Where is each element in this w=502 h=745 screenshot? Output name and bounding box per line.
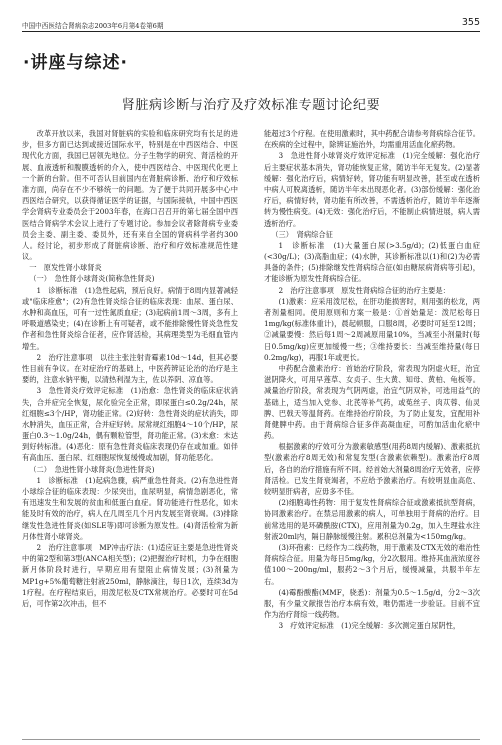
subsection-heading: （三） 肾病综合征: [271, 229, 333, 239]
journal-line: 中国中西医结合肾病杂志2003年6月第4卷第6期: [22, 22, 164, 30]
subsection-heading: （二） 急进性肾小球肾炎(急进性肾炎): [29, 464, 155, 474]
section-title: ·讲座与综述·: [23, 53, 128, 73]
right-column: [264, 128, 480, 740]
paragraph: 2 治疗注意事项 以往主张注射青霉素10d～14d，但其必要性目前有争议。在对症治疗的基础上，中医药辨证论治的治疗是主要的，注意水钠平衡，以清热利湿为主，佐以养阴、凉血等。: [22, 352, 238, 385]
paragraph: (2)细胞毒性药物：用于复发性肾病综合征或激素抵抗型肾病，协同激素治疗。在禁忌用激素的病人，可单独用于肾病的治疗。目前常选用的是环磷酰胺(CTX)，应用剂量为0.2g，加入生理盐水注射液20ml内，隔日静脉缓慢注射。累积总剂量为<150mg/kg。: [264, 498, 480, 541]
paragraph: 1 诊断标准 (1)急性起病，预后良好。病情于8周内显著减轻或"临床痊愈"；(2)有急性肾炎综合征的临床表现：血尿、蛋白尿、水肿和高血压，可有一过性氮质血症；(3)起病前1周～3周，多有上呼吸道感染史；(4)在诊断上有可疑者，或不能排除慢性肾炎急性发作者和急性肾炎综合征者，应作肾活检，其病理类型为毛细血管内增生。: [22, 285, 238, 351]
paragraph: 能超过3个疗程。在使用激素时，其中药配合请参考肾病综合征节。在疾病的全过程中，除辨证施治外，均需重用活血化瘀药物。: [264, 129, 480, 150]
journal-header: [22, 17, 480, 32]
paragraph: (3)环孢素：已经作为二线药物，用于激素及CTX无效的难治性肾病综合征。用量为每日5mg/kg，分2次服用。维持其血液浓度谷值100～200ng/ml，服药2～3个月后，缓慢减量，共服半年左右。: [264, 542, 480, 586]
paragraph: 1 诊断标准 (1)起病急骤，病严重急性肾炎。(2)有急进性肾小球综合征的临床表现：少尿突出，血尿明显，病情急剧恶化，常有迅速发生和发展的贫血和低蛋白血症。肾功能进行性恶化，如未能及时有效的治疗，病人在几周至几个月内发展至肾衰竭。(3)排除继发性急进性肾炎(如SLE等)即可诊断为原发性。(4)肾活检常为新月体性肾小球肾炎。: [22, 475, 238, 541]
subsection-heading: （一） 急性肾小球肾炎(简称急性肾炎): [29, 274, 155, 284]
article-title: 肾脏病诊断与治疗及疗效标准专题讨论纪要: [121, 98, 381, 113]
paragraph: 2 治疗注意事项 MP冲击疗法：(1)适应证主要是急进性肾炎中的第2型和第3型(ANCA相关型)；(2)把握治疗时机，力争在细胞新月体阶段时进行，早期应用有望阻止病情发展；(3)剂量为MP1g+5%葡萄糖注射液250ml，静脉滴注，每日1次，连续3d为1疗程。在疗程结束后，用泼尼松及CTX常规治疗。必要时可在5d后，可作第2次冲击，但不: [22, 542, 238, 608]
section-heading: 一 原发性肾小球肾炎: [29, 263, 102, 273]
paragraph: 中药配合激素治疗：首始治疗阶段，常表现为阴虚火旺，治宜滋阴降火，可用早莲草、女贞子、生大黄、知母、黄柏、龟板等。减量治疗阶段，常表现为气阴两虚，治宜气阴双补，可选用益气的基础上，适当加入党参、北芪等补气药，或菟丝子、肉苁蓉、仙灵脾、巴戟天等温肾药。在维持治疗阶段，为了防止复发，宜配用补肾健脾中药。由于肾病综合征多伴高凝血症，可酌加活血化瘀中药。: [264, 363, 480, 441]
paragraph: (1)激素：应采用泼尼松，在肝功能损害时，则用强的松龙，两者剂量相同。使用原则和方案一般是：①首始量足：泼尼松每日1mg/kg(标准体重计)，晨起顿服，口服8周，必要时可延至12周；②减量要慢：然后每1周～2周减原用量10%，当减至小剂量时(每日0.5mg/kg)应更加缓慢一些；③维持要长：当减至维持量(每日0.2mg/kg)，再服1年或更长。: [264, 296, 480, 362]
paragraph: 1 诊断标准 (1)大量蛋白尿(>3.5g/d)；(2)低蛋白血症(<30g/L)；(3)高脂血症；(4)水肿，其诊断标准以(1)和(2)为必需具备的条件；(5)排除继发性肾病综合征(如由糖尿病肾病等引起)，才能诊断为原发性肾病综合征。: [264, 240, 480, 284]
paragraph: 改革开放以来，我国对肾脏病的实验和临床研究均有长足的进步，但多方面已达到或接近国际水平，特别是在中西医结合、中医现代化方面，我国已居领先地位。分子生物学的研究、肾活检的开展、血液透析和腹膜透析的介入，使中西医结合、中医现代化更上一个新的台阶。但不可否认目前国内在肾脏病诊断、治疗和疗效标准方面，尚存在不少不够统一的问题。为了便于共同开展多中心中西医结合研究，以获得循证医学的证据，与国际接轨，中国中西医学会肾病专业委员会于2003年春，在海口召召开的第七届全国中西医结合肾病学术会议上进行了专题讨论。参加会议者除肾病专业委员会主委、副主委、委员外，还有来自全国的肾病科学者约300人。经讨论，初步形成了肾脏病诊断、治疗和疗效标准规范性建议。: [22, 129, 238, 262]
paragraph: (4)霉酚酸酯(MMF，骁悉)：剂量为0.5～1.5g/d，分2～3次服，有少量文献报告治疗本病有效，唯仍需进一步验证。目前不宜作为治疗肾综一线药物。: [264, 587, 480, 620]
page-number: 355: [461, 17, 480, 28]
paragraph: 3 疗效评定标准 (1)完全缓解：多次测定蛋白尿阴性，: [278, 621, 461, 631]
bottom-rule: [22, 739, 480, 740]
paragraph: 2 治疗注意事项 原发性肾病综合征的治疗主要是：: [278, 285, 450, 295]
left-column: [22, 128, 238, 740]
paragraph: 根据激素的疗效可分为激素敏感型(用药8周内缓解)、激素抵抗型(激素治疗8周无效)和常复发型(含激素依赖型)。激素治疗8周后，各自的治疗措施有所不同。经首始大剂量8周治疗无效者，应停肾活检。已发生肾衰竭者，不应给予激素治疗。有较明显血高危、较明显肝病者，应毋多不佳。: [264, 442, 480, 496]
paragraph: 3 急性肾炎疗效评定标准 (1)治愈：急性肾炎的临床症状消失，合并症完全恢复，尿化验完全正常，即尿蛋白≤0.2g/24h，尿红细胞≤3个/HP，肾功能正常。(2)好转：急性肾炎的症状消失，即水肿消失，血压正常，合并症好转。尿常规红细胞4～10个/HP，尿蛋白0.3～1.0g/24h，偶有颗粒管型，肾功能正常。(3)未愈：未达到好转标准。(4)恶化：原有急性肾炎临床表现仍存在或加重。如伴有高血压、蛋白尿、红细胞尿恢复缓慢或加剧，肾功能恶化。: [22, 386, 238, 463]
paragraph: 3 急进性肾小球肾炎疗效评定标准 (1)完全缓解：强化治疗后主要症状基本消失，肾功能恢复正常，随访半年无复发。(2)显著缓解：强化治疗后，病情好转，肾功能有明显改善，甚至或在透析中病人可脱离透析，随访半年未出现恶化者。(3)部份缓解：强化治疗后，病情好转，肾功能有所改善，不需透析治疗，随访半年逐渐转为慢性病变。(4)无效：强化治疗后，不能制止病情进展，病人需透析治疗。: [264, 151, 480, 228]
